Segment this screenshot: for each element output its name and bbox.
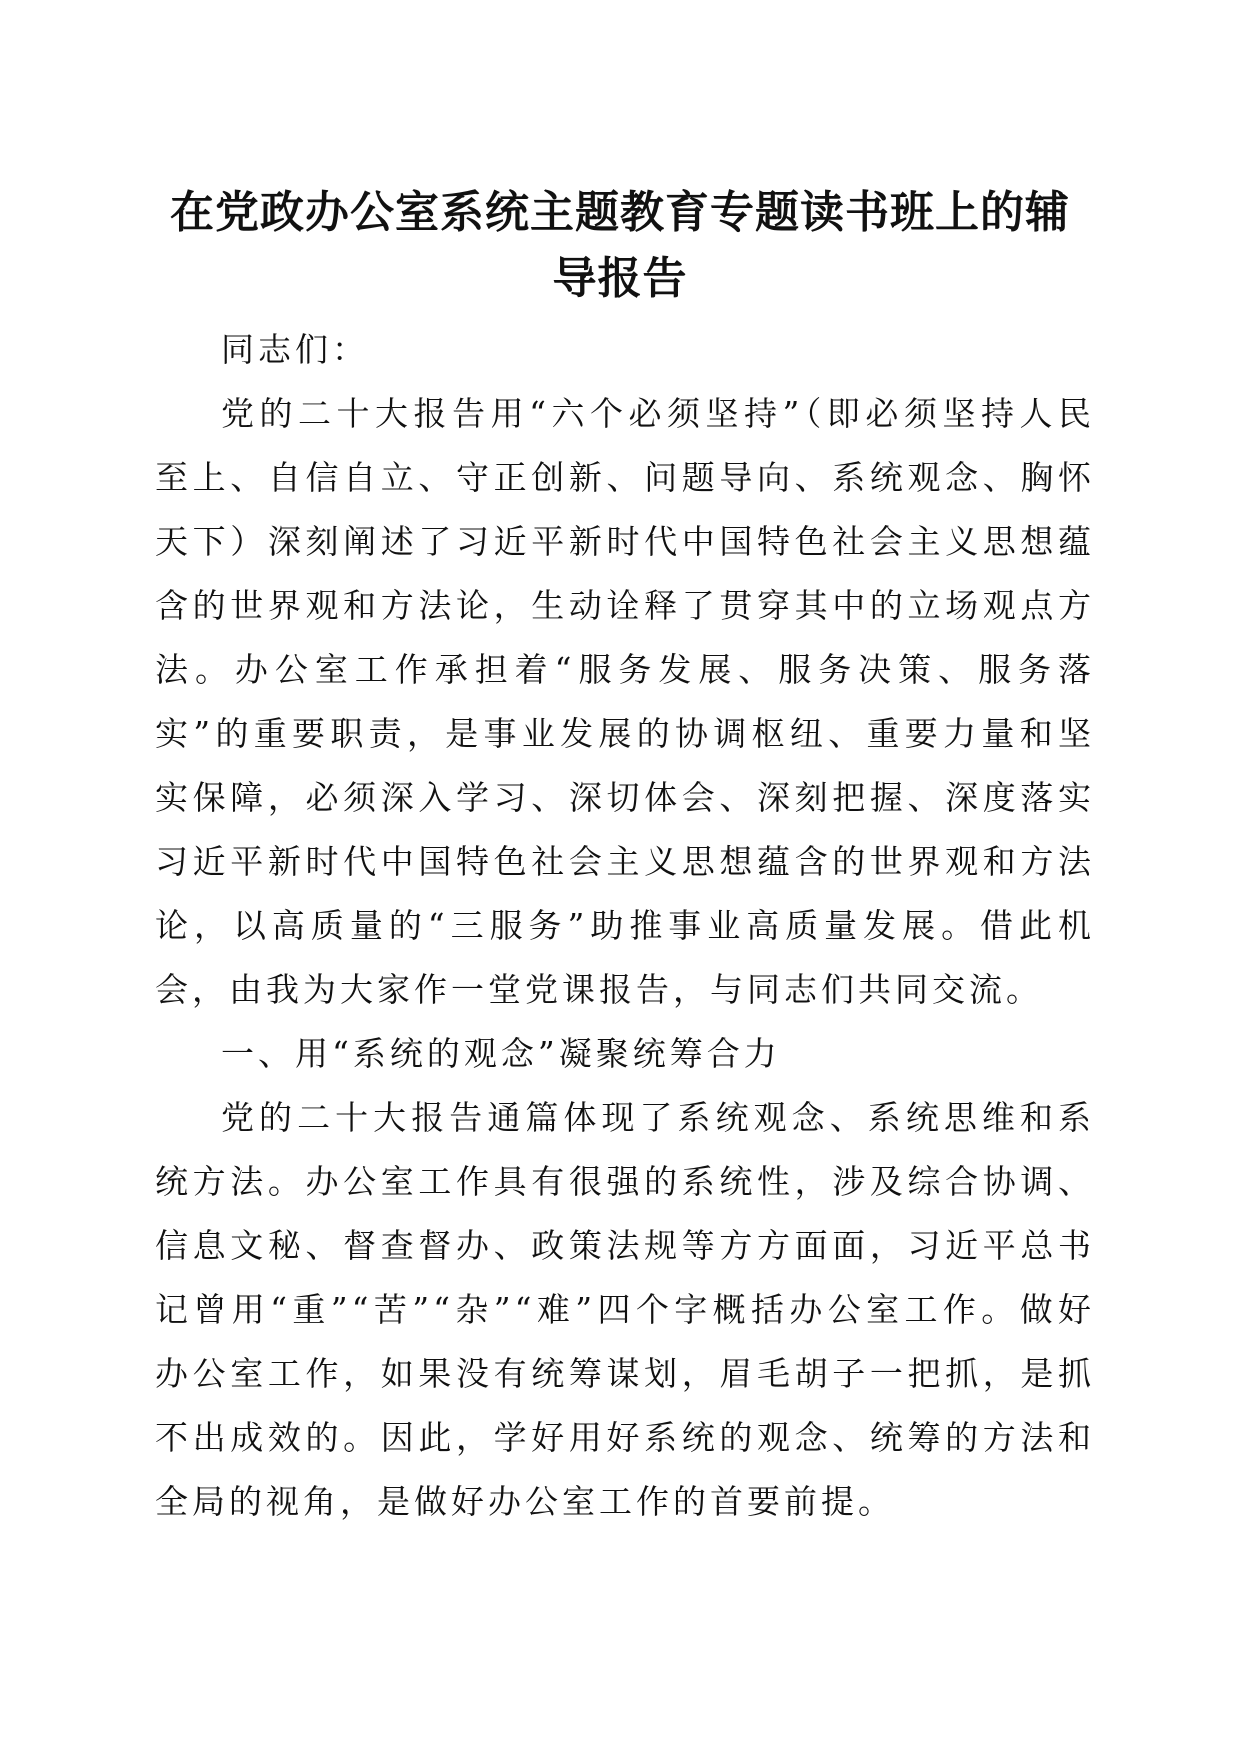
- paragraph-section-1: 党的二十大报告通篇体现了系统观念、系统思维和系统方法。办公室工作具有很强的系统性，涉及综合协调、信息文秘、督查督办、政策法规等方方面面，习近平总书记曾用“重”“苦”“杂”“难”四个字概括办公室工作。做好办公室工作，如果没有统筹谋划，眉毛胡子一把抓，是抓不出成效的。因此，学好用好系统的观念、统筹的方法和全局的视角，是做好办公室工作的首要前提。: [155, 1098, 1095, 1521]
- document-title: [150, 180, 1090, 312]
- paragraph-intro: 党的二十大报告用“六个必须坚持”（即必须坚持人民至上、自信自立、守正创新、问题导向、系统观念、胸怀天下）深刻阐述了习近平新时代中国特色社会主义思想蕴含的世界观和方法论，生动诠释了贯穿其中的立场观点方法。办公室工作承担着“服务发展、服务决策、服务落实”的重要职责，是事业发展的协调枢纽、重要力量和坚实保障，必须深入学习、深切体会、深刻把握、深度落实习近平新时代中国特色社会主义思想蕴含的世界观和方法论，以高质量的“三服务”助推事业高质量发展。借此机会，由我为大家作一堂党课报告，与同志们共同交流。: [155, 394, 1095, 1009]
- title-line-1: 在党政办公室系统主题教育专题读书班上的辅: [170, 187, 1070, 238]
- section-heading-1: 一、用“系统的观念”凝聚统筹合力: [221, 1034, 781, 1073]
- document-body: [155, 318, 1095, 1534]
- title-line-2: 导报告: [552, 253, 688, 304]
- salutation: 同志们：: [221, 330, 369, 369]
